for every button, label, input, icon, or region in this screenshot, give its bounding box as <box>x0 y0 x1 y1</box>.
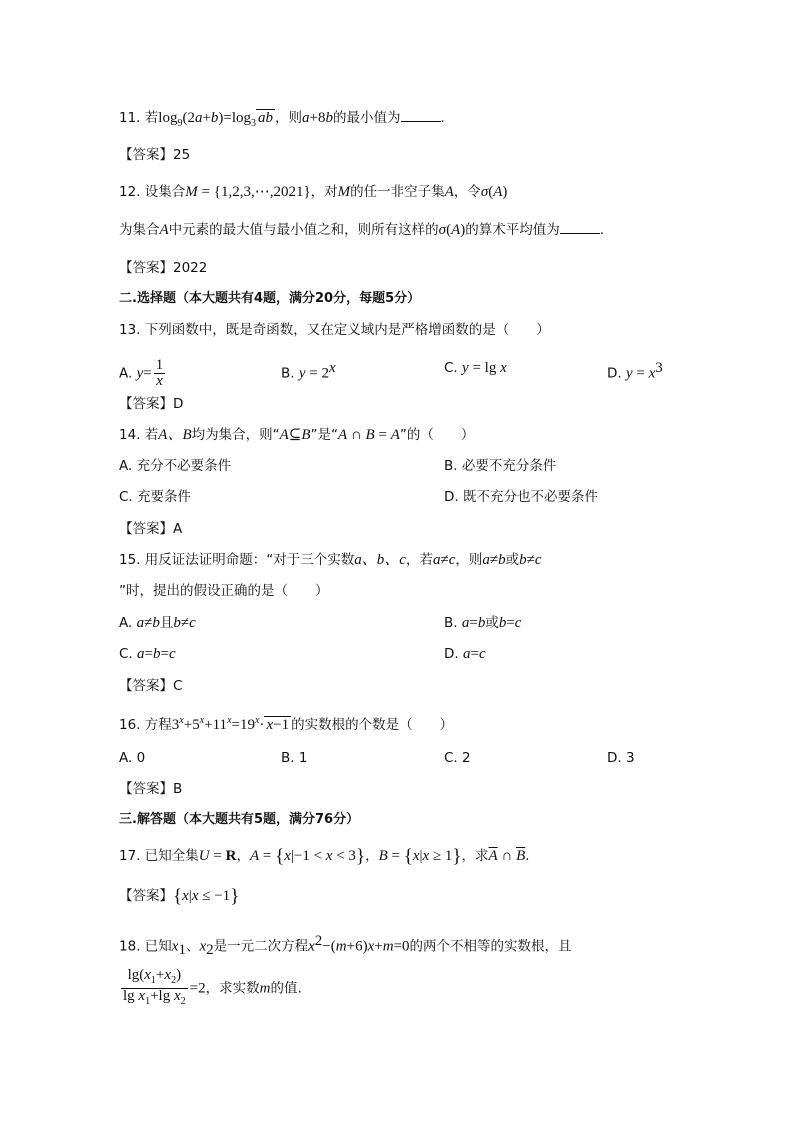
answer-blank <box>401 107 441 122</box>
answer-label: 【答案】 <box>119 678 173 694</box>
section-heading-2: 二.选择题（本大题共有4题，满分20分，每题5分） <box>119 291 421 306</box>
option-d: D. 3 <box>607 750 635 766</box>
question-number: 16. <box>119 717 141 733</box>
option-a: A. 0 <box>119 750 146 766</box>
question-18: 18. 已知$x_1$、$x_2$是一元二次方程$x^2-(m+6)x+m=0$的两个不相等的实数根，且 <box>119 933 572 959</box>
option-b: B. 必要不充分条件 <box>444 458 557 474</box>
answer-label: 【答案】 <box>119 521 173 537</box>
option-a: A. y= $\frac{1}{x}$ <box>119 357 164 389</box>
answer-label: 【答案】 <box>119 888 173 904</box>
answer-16 <box>119 779 182 799</box>
question-14: 14. 若A、B均为集合，则“A⊆B”是“A ∩ B = A”的（ ） <box>119 427 475 443</box>
option-d: D. a=c <box>444 646 486 662</box>
answer-value: D <box>173 396 184 412</box>
question-number: 14. <box>119 427 141 443</box>
answer-value: B <box>173 781 183 797</box>
question-number: 17. <box>119 848 141 864</box>
option-b: B. a=b或b=c <box>444 615 522 631</box>
question-15: 15. 用反证法证明命题：“对于三个实数a、b、c，若a≠c，则a≠b或b≠c <box>119 552 542 568</box>
answer-value: 2022 <box>173 260 208 276</box>
question-18-line2: $\frac{\lg(x_1+x_2)}{\lg x_1+\lg x_2}$ =2，求实数m的值. <box>123 967 302 1007</box>
answer-value: A <box>173 521 183 537</box>
question-number: 18. <box>119 938 141 955</box>
fraction: $\frac{\lg(x_1+x_2)}{\lg x_1+\lg x_2}$ <box>123 967 186 1007</box>
section-heading-3: 三.解答题（本大题共有5题，满分76分） <box>119 812 360 827</box>
answer-13 <box>119 394 183 414</box>
option-c: C. 充要条件 <box>119 489 192 505</box>
answer-12 <box>119 258 207 278</box>
question-number: 12. <box>119 184 141 200</box>
question-13: 13. 下列函数中，既是奇函数，又在定义域内是严格增函数的是（ ） <box>119 322 550 338</box>
question-16: 16. 方程$3^x+5^x+11^x=19^x\cdot x-1$ 的实数根的个数是（ ） <box>119 715 454 733</box>
question-17: 17. 已知全集U = R，A = {x|−1 < x < 3}，B = {x|x ≥ 1}，求$\overline{A}$ ∩ $\overline{B}$. <box>119 846 530 867</box>
question-12: 12. 设集合M = {1,2,3,⋯,2021}，对M的任一非空子集A，令σ(A) <box>119 184 508 200</box>
answer-label: 【答案】 <box>119 781 173 797</box>
answer-14 <box>119 519 182 539</box>
option-a: A. 充分不必要条件 <box>119 458 232 474</box>
option-d: D. 既不充分也不必要条件 <box>444 489 598 505</box>
option-c: C. a=b=c <box>119 646 176 662</box>
option-c: C. y = lg x <box>444 360 507 376</box>
question-11: 11. 若$\log_9(2a+b)=\log_3$ ab ，则a+8b的最小值为 . <box>119 107 445 134</box>
question-12-line2: 为集合A中元素的最大值与最小值之和，则所有这样的σ(A)的算术平均值为 . <box>119 219 604 240</box>
answer-17: 【答案】{x|x ≤ −1} <box>119 886 240 907</box>
question-number: 11. <box>119 110 141 126</box>
question-number: 13. <box>119 322 141 338</box>
fraction: $\frac{1}{x}$ <box>155 357 164 389</box>
question-number: 15. <box>119 552 141 568</box>
answer-label: 【答案】 <box>119 260 173 276</box>
answer-blank <box>560 219 600 234</box>
answer-value: 25 <box>173 147 191 163</box>
answer-value: C <box>173 678 183 694</box>
answer-11 <box>119 145 190 165</box>
answer-label: 【答案】 <box>119 147 173 163</box>
option-b: B. $y = 2^x$ <box>281 360 336 382</box>
option-c: C. 2 <box>444 750 471 766</box>
answer-15 <box>119 676 182 696</box>
question-15-line2: ”时，提出的假设正确的是（ ） <box>119 583 329 599</box>
answer-label: 【答案】 <box>119 396 173 412</box>
option-a: A. a≠b且b≠c <box>119 615 196 631</box>
option-b: B. 1 <box>281 750 308 766</box>
option-d: D. $y = x^3$ <box>607 360 663 382</box>
